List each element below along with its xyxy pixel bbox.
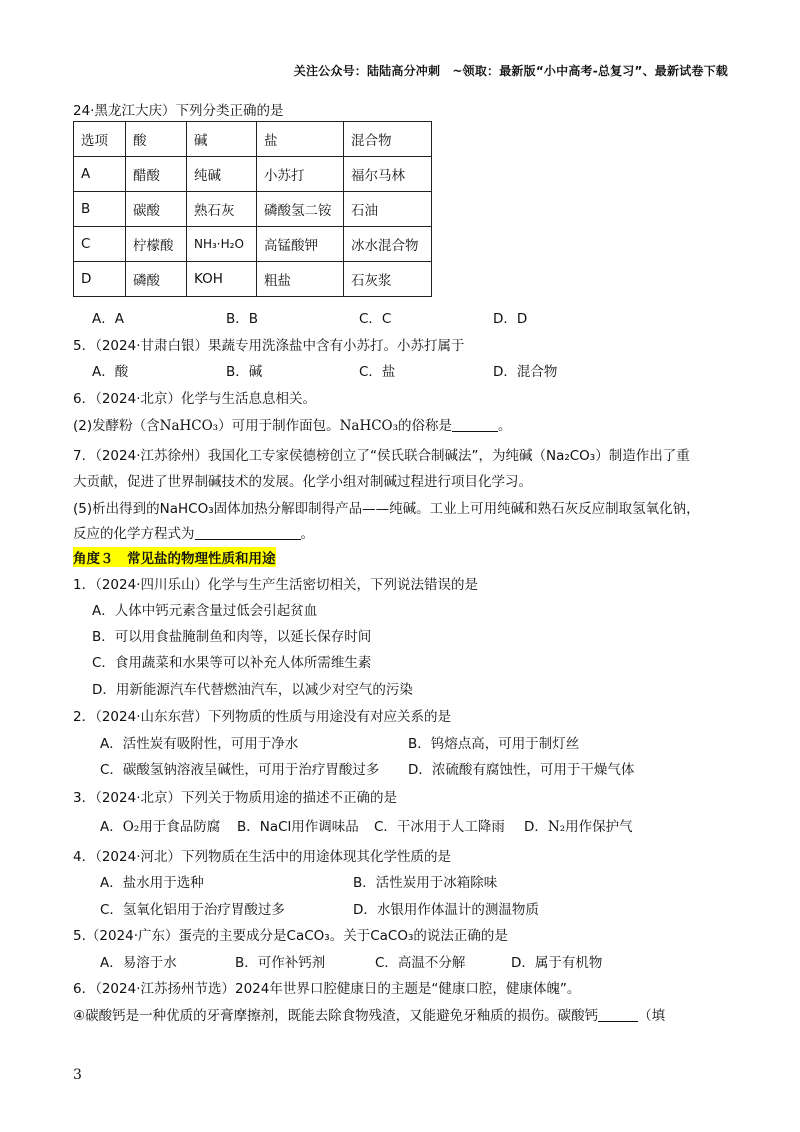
q6a-stem: 6．（2024·北京）化学与生活息息相关。 [73, 391, 316, 407]
s6-stem: 6．（2024·江苏扬州节选）2024年世界口腔健康日的主题是“健康口腔，健康体魄”。 [73, 981, 581, 997]
s6-text: （填 [638, 1008, 666, 1024]
s3-option-a [100, 815, 220, 835]
section-heading: 角度３ 常见盐的物理性质和用途 [73, 547, 276, 567]
table-cell: B [74, 192, 126, 227]
s6-text: ④碳酸钙是一种优质的牙膏摩擦剂，既能去除食物残渣，又能避免牙釉质的损伤。碳酸钙 [73, 1008, 599, 1024]
s1-option-d: D．用新能源汽车代替燃油汽车，以减少对空气的污染 [92, 682, 413, 698]
q6a-line2 [73, 414, 512, 434]
answer-blank[interactable] [195, 525, 301, 540]
s4-option-a: A．盐水用于选种 [100, 875, 204, 891]
table-cell: 冰水混合物 [344, 227, 432, 262]
q7-line3: (5)析出得到的NaHCO₃固体加热分解即制得产品——纯碱。工业上可用纯碱和熟石灰反应制取氢氧化钠， [73, 501, 700, 517]
table-cell: KOH [187, 262, 257, 297]
s5-stem: 5.（2024·广东）蛋壳的主要成分是CaCO₃。关于CaCO₃的说法正确的是 [73, 928, 508, 944]
table-cell: 纯碱 [187, 157, 257, 192]
s4-option-c: C．氢氧化铝用于治疗胃酸过多 [100, 902, 285, 918]
table-row [74, 192, 432, 227]
page-number: 3 [73, 1067, 82, 1083]
q7-text: 。 [300, 526, 314, 542]
answer-blank[interactable] [598, 1007, 638, 1022]
s3-option-b: B．NaCl用作调味品 [237, 819, 359, 835]
classification-table [73, 121, 432, 297]
table-header-cell: 盐 [257, 122, 344, 157]
q5a-stem: 5．（2024·甘肃白银）果蔬专用洗涤盐中含有小苏打。小苏打属于 [73, 338, 465, 354]
table-cell: 小苏打 [257, 157, 344, 192]
s1-stem: 1．（2024·四川乐山）化学与生产生活密切相关，下列说法错误的是 [73, 577, 478, 593]
nahco3-formula: NaHCO₃ [159, 418, 219, 434]
table-cell: 高锰酸钾 [257, 227, 344, 262]
table-cell: 粗盐 [257, 262, 344, 297]
table-cell: C [74, 227, 126, 262]
table-header-cell: 混合物 [344, 122, 432, 157]
s2-stem: 2．（2024·山东东营）下列物质的性质与用途没有对应关系的是 [73, 709, 451, 725]
q7-line1: 7．（2024·江苏徐州）我国化工专家侯德榜创立了“侯氏联合制碱法”，为纯碱（Na₂CO₃）制造作出了重 [73, 448, 690, 464]
q24-option-c: C．C [359, 311, 392, 327]
q7-line4 [73, 522, 314, 542]
s3-option-d [524, 815, 633, 835]
table-header-cell: 碱 [187, 122, 257, 157]
s3-option-c: C．干冰用于人工降雨 [374, 819, 505, 835]
q6a-text: 的俗称是 [398, 418, 453, 434]
table-cell: 柠檬酸 [126, 227, 187, 262]
page-header: 关注公众号：陆陆高分冲刺 ~领取：最新版“小中高考-总复习”、最新试卷下载 [293, 64, 728, 78]
q24-option-b: B．B [226, 311, 259, 327]
q6a-text: 。 [498, 418, 512, 434]
q7-line2: 大贡献，促进了世界制碱技术的发展。化学小组对制碱过程进行项目化学习。 [73, 474, 532, 490]
s3-label: A． [100, 819, 123, 835]
q6a-text: (2)发酵粉（含 [73, 418, 160, 434]
s3-label: D． [524, 819, 548, 835]
table-header-cell: 选项 [74, 122, 126, 157]
table-cell: 碳酸 [126, 192, 187, 227]
answer-blank[interactable] [452, 417, 498, 432]
s6-line2 [73, 1004, 665, 1024]
table-cell: A [74, 157, 126, 192]
table-cell: 醋酸 [126, 157, 187, 192]
s2-option-d: D．浓硫酸有腐蚀性，可用于干燥气体 [408, 762, 635, 778]
q24-option-d: D．D [493, 311, 528, 327]
table-header-row [74, 122, 432, 157]
q24-option-a: A．A [92, 311, 124, 327]
table-cell: 石灰浆 [344, 262, 432, 297]
q7-text: 反应的化学方程式为 [73, 526, 195, 542]
q5a-option-a: A．酸 [92, 364, 129, 380]
s5-option-c: C．高温不分解 [375, 955, 466, 971]
q5a-option-c: C．盐 [359, 364, 396, 380]
s5-option-d: D．属于有机物 [511, 955, 603, 971]
s1-option-a: A．人体中钙元素含量过低会引起贫血 [92, 603, 318, 619]
table-cell: NH₃·H₂O [187, 227, 257, 262]
s1-option-b: B．可以用食盐腌制鱼和肉等，以延长保存时间 [92, 629, 372, 645]
q5a-option-b: B．碱 [226, 364, 263, 380]
o2-formula: O₂ [122, 819, 140, 835]
table-cell: 福尔马林 [344, 157, 432, 192]
table-row [74, 262, 432, 297]
q5a-option-d: D．混合物 [493, 364, 558, 380]
s3-stem: 3．（2024·北京）下列关于物质用途的描述不正确的是 [73, 790, 397, 806]
q24-stem: 24·黑龙江大庆）下列分类正确的是 [73, 103, 284, 119]
s5-option-a: A．易溶于水 [100, 955, 177, 971]
nahco3-formula: NaHCO₃ [339, 418, 399, 434]
table-cell: 熟石灰 [187, 192, 257, 227]
s5-option-b: B．可作补钙剂 [235, 955, 326, 971]
table-header-cell: 酸 [126, 122, 187, 157]
s1-option-c: C．食用蔬菜和水果等可以补充人体所需维生素 [92, 655, 372, 671]
table-cell: 磷酸氢二铵 [257, 192, 344, 227]
s2-option-b: B．钨熔点高，可用于制灯丝 [408, 736, 580, 752]
table-cell: 磷酸 [126, 262, 187, 297]
s4-option-b: B．活性炭用于冰箱除味 [353, 875, 498, 891]
s4-option-d: D．水银用作体温计的测温物质 [353, 902, 539, 918]
s3-text: 用于食品防腐 [139, 819, 221, 835]
n2-formula: N₂ [547, 819, 566, 835]
table-row [74, 227, 432, 262]
table-row [74, 157, 432, 192]
table-cell: D [74, 262, 126, 297]
s3-text: 用作保护气 [565, 819, 633, 835]
s4-stem: 4．（2024·河北）下列物质在生活中的用途体现其化学性质的是 [73, 849, 451, 865]
s2-option-a: A．活性炭有吸附性，可用于净水 [100, 736, 299, 752]
q6a-text: ）可用于制作面包。 [218, 418, 340, 434]
table-cell: 石油 [344, 192, 432, 227]
s2-option-c: C．碳酸氢钠溶液呈碱性，可用于治疗胃酸过多 [100, 762, 380, 778]
